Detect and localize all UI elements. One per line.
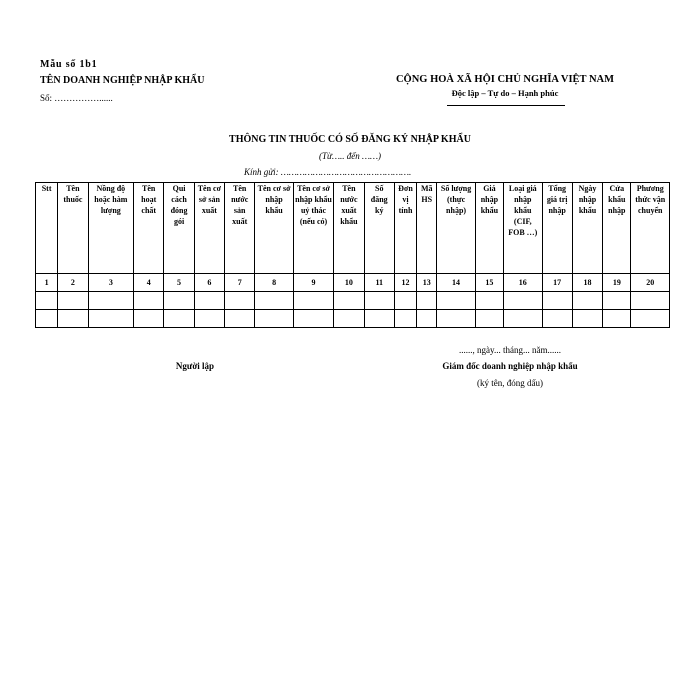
recipient-line: Kính gửi: …………………………………………. (244, 167, 412, 177)
column-header: Tên hoạt chất (134, 183, 164, 274)
column-header: Qui cách đóng gói (164, 183, 194, 274)
column-header: Số lượng (thực nhập) (437, 183, 475, 274)
column-header: Tổng giá trị nhập (542, 183, 572, 274)
column-number: 8 (255, 274, 293, 292)
column-number: 20 (631, 274, 670, 292)
signature-date: ......, ngày... tháng... năm...... (459, 345, 561, 355)
column-number: 19 (603, 274, 631, 292)
column-header: Phương thức vận chuyển (631, 183, 670, 274)
column-number: 14 (437, 274, 475, 292)
company-name: TÊN DOANH NGHIỆP NHẬP KHẨU (40, 75, 205, 86)
column-header: Số đăng ký (364, 183, 394, 274)
column-number: 9 (293, 274, 333, 292)
table-row (36, 310, 670, 328)
national-motto: Độc lập – Tự do – Hạnh phúc (451, 88, 559, 98)
republic-heading: CỘNG HOÀ XÃ HỘI CHỦ NGHĨA VIỆT NAM (395, 74, 615, 85)
column-header: Tên thuốc (58, 183, 88, 274)
column-header: Ngày nhập khẩu (572, 183, 602, 274)
reporting-period: (Từ….. đến ……) (319, 151, 381, 161)
column-number: 11 (364, 274, 394, 292)
column-number: 16 (504, 274, 542, 292)
preparer-label: Người lập (175, 361, 215, 371)
column-number: 1 (36, 274, 58, 292)
column-number: 5 (164, 274, 194, 292)
column-header: Tên nước xuất khẩu (334, 183, 364, 274)
form-code: Mẫu số 1b1 (40, 59, 98, 70)
column-header: Đơn vị tính (394, 183, 416, 274)
column-header: Loại giá nhập khẩu (CIF, FOB …) (504, 183, 542, 274)
column-header: Stt (36, 183, 58, 274)
director-label: Giám đốc doanh nghiệp nhập khẩu (442, 361, 578, 371)
column-number: 3 (88, 274, 134, 292)
column-number: 18 (572, 274, 602, 292)
signature-note: (ký tên, đóng dấu) (477, 378, 543, 388)
column-number: 17 (542, 274, 572, 292)
column-header: Tên cơ sở nhập khẩu (255, 183, 293, 274)
column-header: Tên cơ sở sản xuất (194, 183, 224, 274)
column-number: 12 (394, 274, 416, 292)
column-header: Tên nước sản xuất (225, 183, 255, 274)
table-header-row (36, 183, 670, 274)
column-number: 15 (475, 274, 503, 292)
column-number: 10 (334, 274, 364, 292)
drug-import-table (35, 182, 670, 328)
column-header: Mã HS (417, 183, 437, 274)
column-number: 2 (58, 274, 88, 292)
table-row (36, 292, 670, 310)
motto-underline (447, 105, 565, 106)
column-number: 6 (194, 274, 224, 292)
column-header: Nồng độ hoặc hàm lượng (88, 183, 134, 274)
document-number: Số: ……………...... (40, 93, 113, 103)
document-title: THÔNG TIN THUỐC CÓ SỐ ĐĂNG KÝ NHẬP KHẨU (229, 134, 471, 145)
column-number-row (36, 274, 670, 292)
column-header: Cửa khẩu nhập (603, 183, 631, 274)
column-header: Tên cơ sở nhập khẩu uỷ thác (nếu có) (293, 183, 333, 274)
column-number: 7 (225, 274, 255, 292)
column-header: Giá nhập khẩu (475, 183, 503, 274)
column-number: 13 (417, 274, 437, 292)
column-number: 4 (134, 274, 164, 292)
